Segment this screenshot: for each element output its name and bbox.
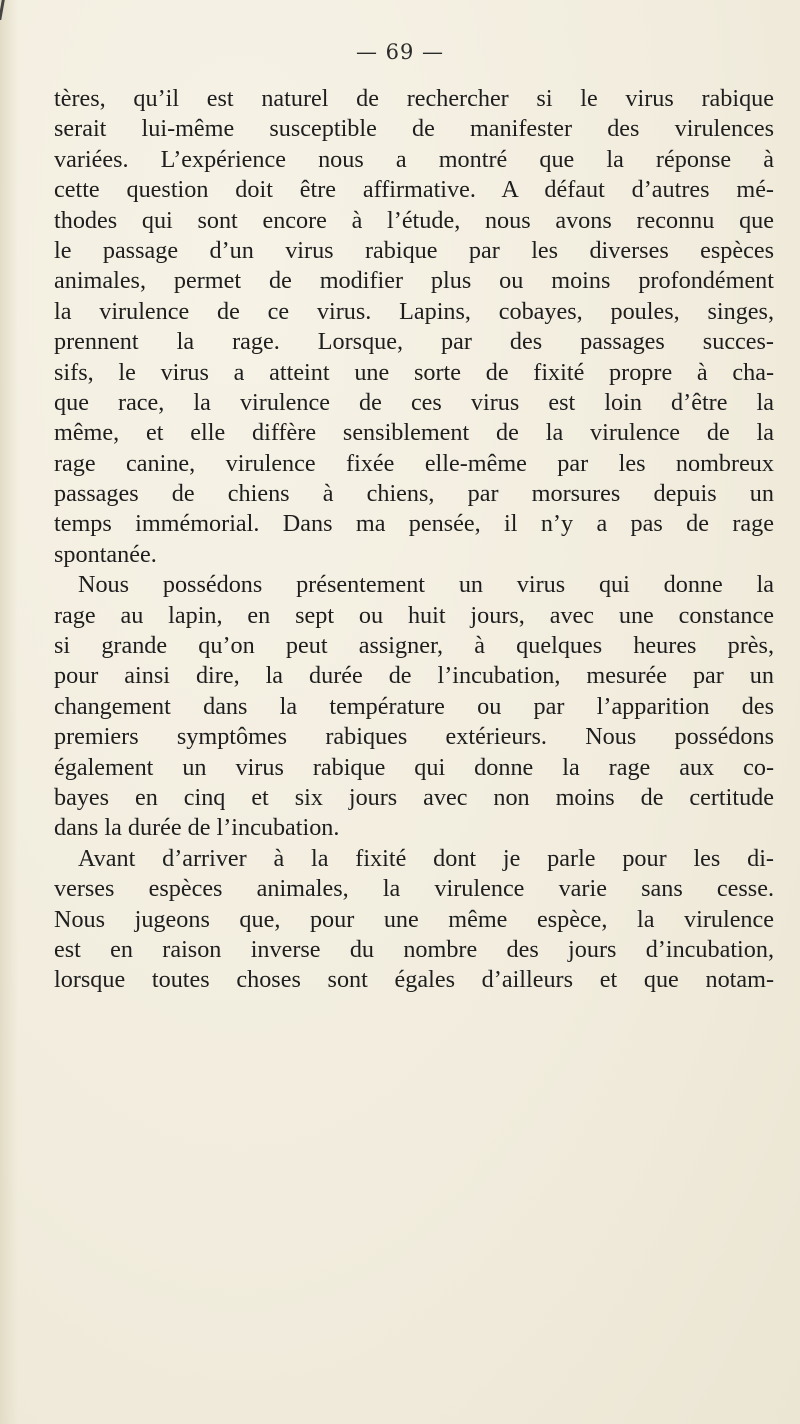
text-line: verses espèces animales, la virulence varie sans cesse. [54,875,774,903]
text-line: variées. L’expérience nous a montré que la réponse à [54,145,774,173]
text-line: dans la durée de l’incubation. [54,814,340,842]
text-line: bayes en cinq et six jours avec non moins de certitude [54,783,774,811]
text-line: est en raison inverse du nombre des jours d’incubation, [54,935,774,963]
text-line: changement dans la température ou par l’apparition des [54,692,774,720]
text-line: animales, permet de modifier plus ou moins profondément [54,267,774,295]
text-line: pour ainsi dire, la durée de l’incubation, mesurée par un [54,662,774,690]
text-line: spontanée. [54,540,157,568]
text-line: sifs, le virus a atteint une sorte de fixité propre à cha- [54,358,774,386]
text-line: passages de chiens à chiens, par morsures depuis un [54,480,774,508]
text-line: Avant d’arriver à la fixité dont je parle pour les di- [78,844,774,872]
text-line: la virulence de ce virus. Lapins, cobayes, poules, singes, [54,297,774,325]
text-line: tères, qu’il est naturel de rechercher si le virus rabique [54,85,774,112]
text-line: serait lui-même susceptible de manifester des virulences [54,115,774,143]
body-text [54,84,774,996]
text-line: le passage d’un virus rabique par les diverses espèces [54,236,774,264]
text-line: prennent la rage. Lorsque, par des passages succes- [54,328,774,356]
text-line: thodes qui sont encore à l’étude, nous avons reconnu que [54,206,774,234]
page-number: — 69 — [355,40,445,64]
text-line: également un virus rabique qui donne la rage aux co- [54,753,774,781]
text-line: premiers symptômes rabiques extérieurs. Nous possédons [54,723,774,751]
text-line: lorsque toutes choses sont égales d’ailleurs et que notam- [54,966,774,994]
page-edge-shadow [0,0,18,1424]
text-line: rage canine, virulence fixée elle-même par les nombreux [54,449,774,477]
text-line: même, et elle diffère sensiblement de la virulence de la [54,419,774,447]
text-line: Nous possédons présentement un virus qui donne la [78,571,774,599]
text-line: que race, la virulence de ces virus est loin d’être la [54,388,774,416]
text-line: rage au lapin, en sept ou huit jours, avec une constance [54,601,774,629]
text-line: si grande qu’on peut assigner, à quelques heures près, [54,632,774,660]
text-line: cette question doit être affirmative. A défaut d’autres mé- [54,176,774,204]
text-line: Nous jugeons que, pour une même espèce, la virulence [54,905,774,933]
text-line: temps immémorial. Dans ma pensée, il n’y a pas de rage [54,510,774,538]
